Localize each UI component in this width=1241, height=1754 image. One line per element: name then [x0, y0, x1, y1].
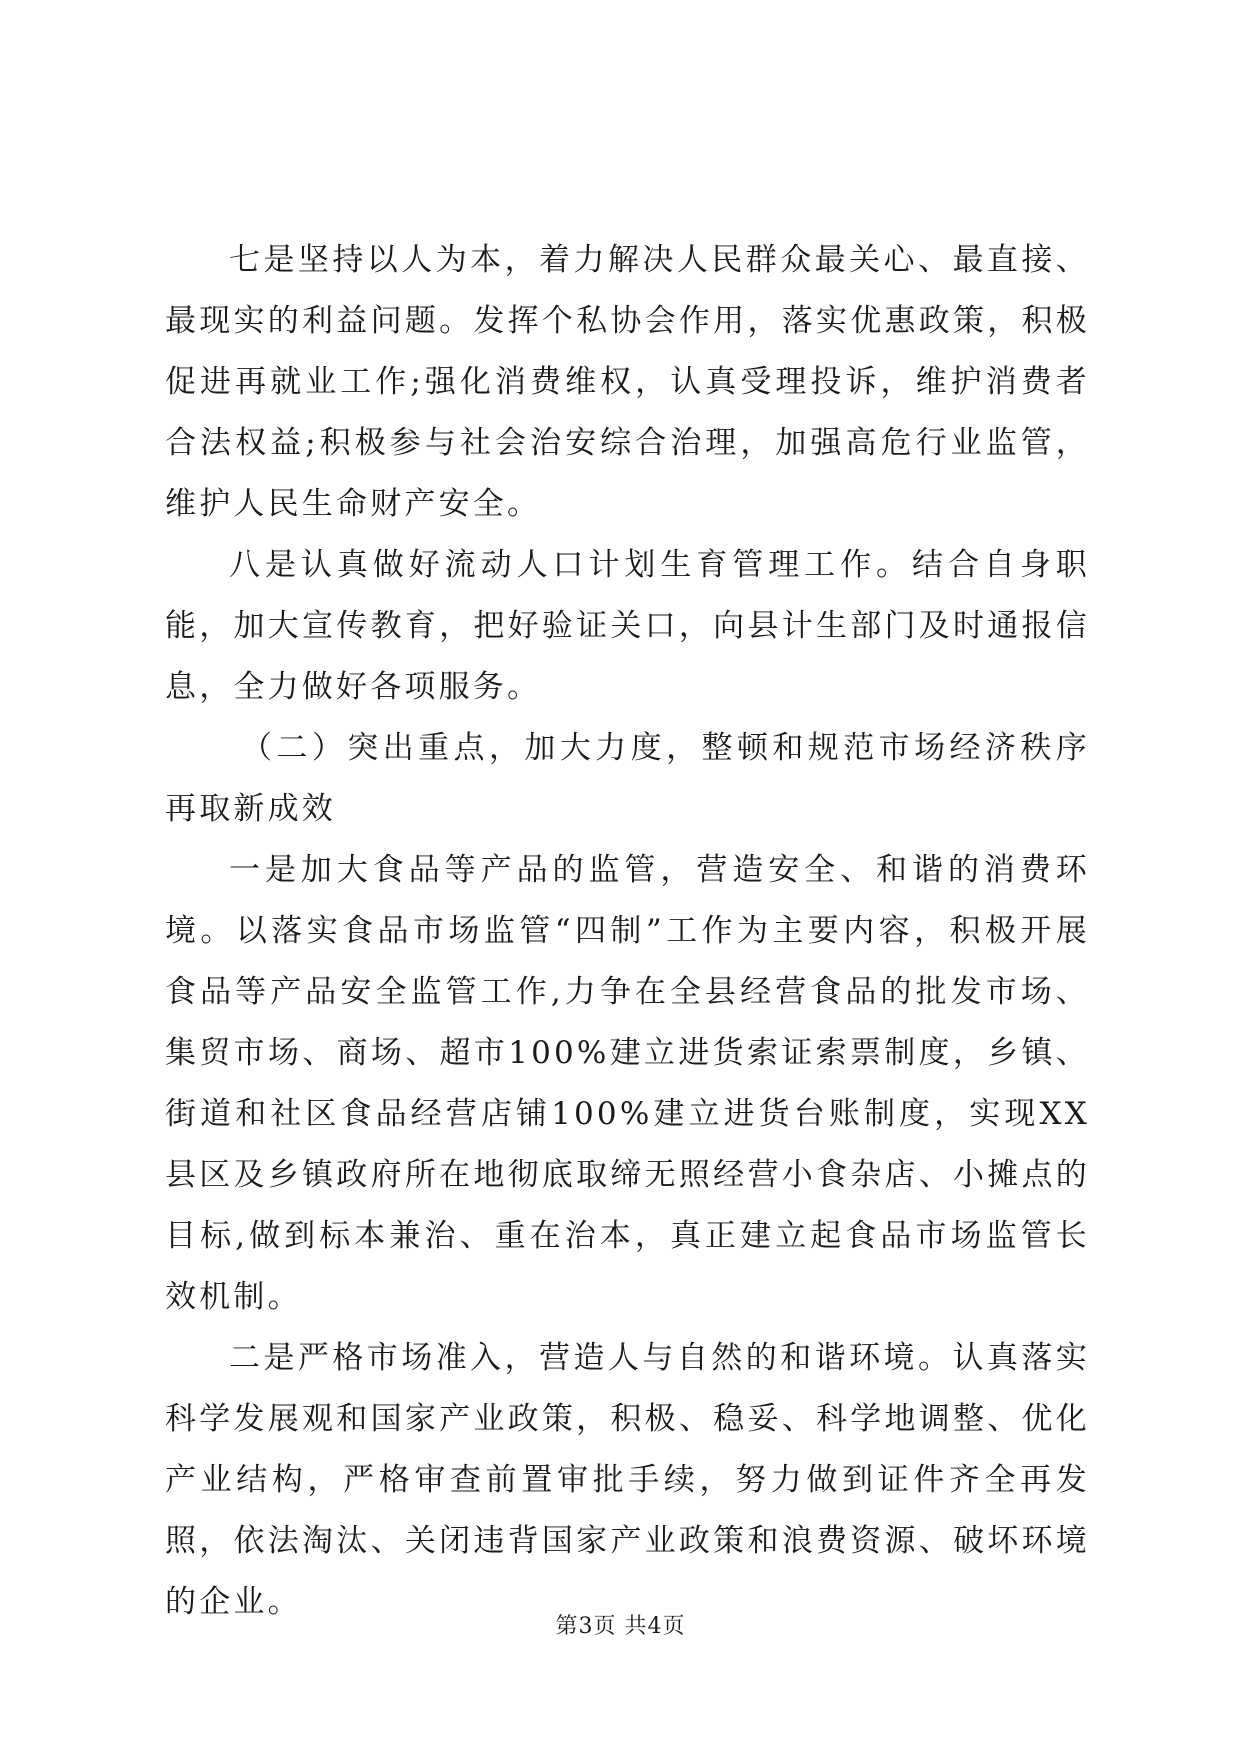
paragraph-first: 一是加大食品等产品的监管，营造安全、和谐的消费环境。以落实食品市场监管“四制”工作为主要内容，积极开展食品等产品安全监管工作,力争在全县经营食品的批发市场、集贸市场、商场、超市100%建立进货索证索票制度，乡镇、街道和社区食品经营店铺100%建立进货台账制度，实现XX县区及乡镇政府所在地彻底取缔无照经营小食杂店、小摊点的目标,做到标本兼治、重在治本，真正建立起食品市场监管长效机制。	[165, 852, 1090, 1315]
paragraph-seventh: 七是坚持以人为本，着力解决人民群众最关心、最直接、最现实的利益问题。发挥个私协会作用，落实优惠政策，积极促进再就业工作;强化消费维权，认真受理投诉，维护消费者合法权益;积极参与社会治安综合治理，加强高危行业监管，维护人民生命财产安全。	[165, 242, 1090, 522]
page-number-label: 第3页 共4页	[555, 1614, 686, 1639]
page-footer	[0, 1612, 1241, 1642]
paragraph-eighth: 八是认真做好流动人口计划生育管理工作。结合自身职能，加大宣传教育，把好验证关口，向县计生部门及时通报信息，全力做好各项服务。	[165, 547, 1090, 705]
document-body	[165, 230, 1090, 1633]
section-heading-two: （二）突出重点，加大力度，整顿和规范市场经济秩序再取新成效	[165, 730, 1090, 827]
paragraph-second: 二是严格市场准入，营造人与自然的和谐环境。认真落实科学发展观和国家产业政策，积极、稳妥、科学地调整、优化产业结构，严格审查前置审批手续，努力做到证件齐全再发照，依法淘汰、关闭违背国家产业政策和浪费资源、破坏环境的企业。	[165, 1340, 1090, 1620]
